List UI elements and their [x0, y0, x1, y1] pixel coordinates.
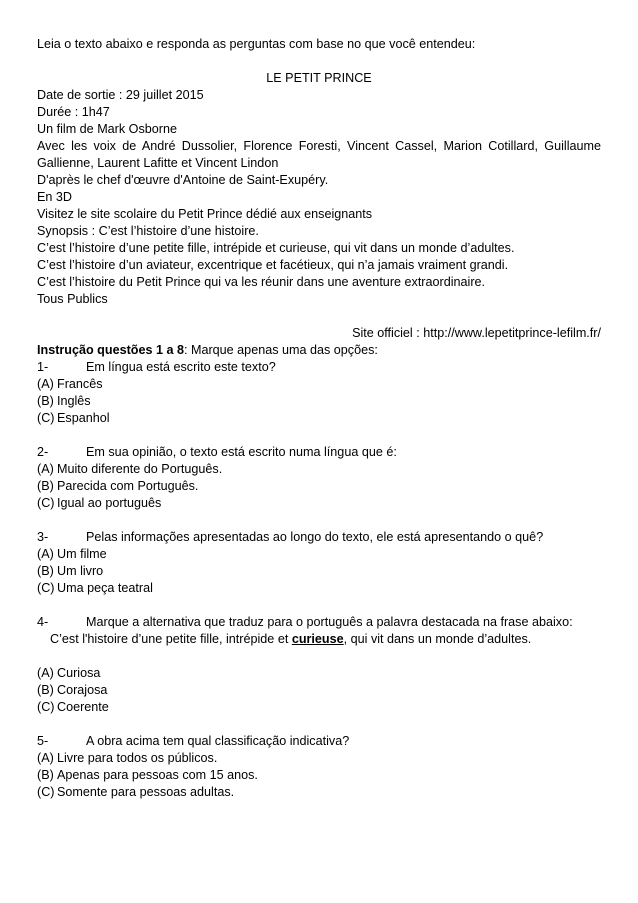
question-number: 5-	[37, 734, 49, 748]
instruction	[37, 342, 601, 359]
story-line-1: C’est l’histoire d’une petite fille, intrépide et curieuse, qui vit dans un monde d’adultes.	[37, 241, 515, 255]
option-text: Uma peça teatral	[57, 581, 153, 595]
option-2a	[37, 461, 601, 478]
question-number: 3-	[37, 530, 49, 544]
option-letter: (A)	[37, 751, 54, 765]
option-4a	[37, 665, 601, 682]
option-1c	[37, 410, 601, 427]
option-text: Livre para todos os públicos.	[57, 751, 218, 765]
school-site-text: Visitez le site scolaire du Petit Prince dédié aux enseignants	[37, 207, 373, 221]
option-3b	[37, 563, 601, 580]
option-letter: (C)	[37, 496, 55, 510]
question-3	[37, 529, 601, 546]
option-text: Muito diferente do Português.	[57, 462, 223, 476]
audience: Tous Publics	[37, 292, 108, 306]
highlighted-word: curieuse	[291, 632, 344, 646]
question-text: Em sua opinião, o texto está escrito numa língua que é:	[86, 445, 397, 459]
option-5a	[37, 750, 601, 767]
option-text: Espanhol	[57, 411, 110, 425]
question-number: 1-	[37, 360, 49, 374]
instruction-text: : Marque apenas uma das opções:	[183, 343, 378, 357]
story-line-2: C’est l’histoire d’un aviateur, excentrique et facétieux, qui n’a jamais vraiment grandi.	[37, 258, 509, 272]
instruction-bold: Instrução questões 1 a 8	[37, 343, 184, 357]
option-4c	[37, 699, 601, 716]
option-text: Coerente	[57, 700, 109, 714]
option-letter: (A)	[37, 666, 54, 680]
option-text: Igual ao português	[57, 496, 162, 510]
option-text: Um livro	[57, 564, 104, 578]
option-letter: (B)	[37, 768, 54, 782]
based-on: D'après le chef d'œuvre d'Antoine de Saint-Exupéry.	[37, 173, 329, 187]
question-text: Em língua está escrito este texto?	[86, 360, 276, 374]
option-letter: (B)	[37, 683, 54, 697]
option-3a	[37, 546, 601, 563]
option-2b	[37, 478, 601, 495]
option-letter: (B)	[37, 394, 54, 408]
question-number: 2-	[37, 445, 49, 459]
director: Un film de Mark Osborne	[37, 122, 177, 136]
duration: Durée : 1h47	[37, 105, 110, 119]
option-1a	[37, 376, 601, 393]
format: En 3D	[37, 190, 73, 204]
option-letter: (C)	[37, 700, 55, 714]
option-letter: (B)	[37, 479, 54, 493]
option-2c	[37, 495, 601, 512]
option-letter: (C)	[37, 411, 55, 425]
option-letter: (B)	[37, 564, 54, 578]
document-page	[37, 36, 601, 801]
option-text: Francês	[57, 377, 103, 391]
question-5	[37, 733, 601, 750]
option-5c	[37, 784, 601, 801]
option-1b	[37, 393, 601, 410]
option-4b	[37, 682, 601, 699]
option-letter: (C)	[37, 785, 55, 799]
option-5b	[37, 767, 601, 784]
question-text: A obra acima tem qual classificação indicativa?	[86, 734, 350, 748]
synopsis: Synopsis : C’est l’histoire d’une histoire.	[37, 224, 259, 238]
highlighted-sentence	[37, 631, 601, 648]
option-text: Somente para pessoas adultas.	[57, 785, 235, 799]
sentence-after: , qui vit dans un monde d’adultes.	[343, 632, 532, 646]
question-text: Marque a alternativa que traduz para o português a palavra destacada na frase abaixo:	[86, 615, 573, 629]
question-2	[37, 444, 601, 461]
option-letter: (A)	[37, 462, 54, 476]
film-title: LE PETIT PRINCE	[266, 71, 372, 85]
option-text: Apenas para pessoas com 15 anos.	[57, 768, 258, 782]
option-text: Parecida com Português.	[57, 479, 199, 493]
voice-cast: Avec les voix de André Dussolier, Florence Foresti, Vincent Cassel, Marion Cotillard, Guillaume Gallienne, Laurent Lafitte et Vincent Lindon	[37, 139, 601, 170]
question-text: Pelas informações apresentadas ao longo do texto, ele está apresentando o quê?	[86, 530, 544, 544]
question-4	[37, 614, 601, 631]
question-number: 4-	[37, 615, 49, 629]
story-line-3: C’est l’histoire du Petit Prince qui va les réunir dans une aventure extraordinaire.	[37, 275, 486, 289]
option-3c	[37, 580, 601, 597]
option-letter: (A)	[37, 377, 54, 391]
release-date: Date de sortie : 29 juillet 2015	[37, 88, 204, 102]
option-text: Inglês	[57, 394, 91, 408]
intro-text: Leia o texto abaixo e responda as perguntas com base no que você entendeu:	[37, 37, 476, 51]
option-text: Curiosa	[57, 666, 101, 680]
official-site: Site officiel : http://www.lepetitprince-lefilm.fr/	[352, 326, 601, 340]
option-letter: (C)	[37, 581, 55, 595]
option-letter: (A)	[37, 547, 54, 561]
option-text: Um filme	[57, 547, 107, 561]
question-1	[37, 359, 601, 376]
sentence-before: C’est l'histoire d’une petite fille, intrépide et	[50, 632, 292, 646]
option-text: Corajosa	[57, 683, 108, 697]
